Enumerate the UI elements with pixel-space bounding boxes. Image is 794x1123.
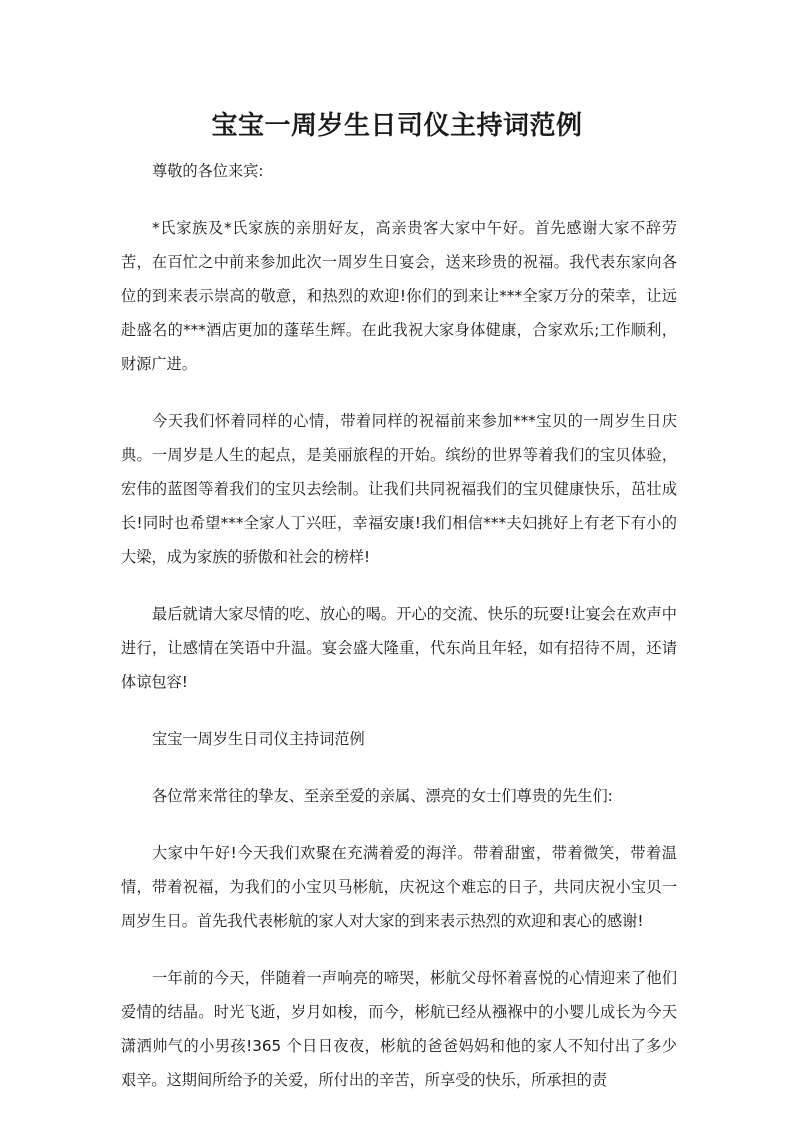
paragraph-closing: 最后就请大家尽情的吃、放心的喝。开心的交流、快乐的玩耍!让宴会在欢声中进行，让感情在笑语中升温。宴会盛大隆重，代东尚且年轻，如有招待不周，还请体谅包容! (121, 605, 677, 691)
document-title: 宝宝一周岁生日司仪主持词范例 (211, 111, 583, 141)
paragraph-year-ago: 一年前的今天，伴随着一声响亮的啼哭，彬航父母怀着喜悦的心情迎来了他们爱情的结晶。时光飞逝，岁月如梭，而今，彬航已经从襁褓中的小婴儿成长为今天潇洒帅气的小男孩!365 个日日夜夜，彬航的爸爸妈妈和他的家人不知付出了多少艰辛。这期间所给予的关爱，所付出的辛苦，所享受的快乐，所承担的责 (121, 969, 677, 1089)
paragraph-welcome: *氏家族及*氏家族的亲朋好友，高亲贵客大家中午好。首先感谢大家不辞劳苦，在百忙之中前来参加此次一周岁生日宴会，送来珍贵的祝福。我代表东家向各位的到来表示崇高的敬意，和热烈的欢迎!你们的到来让***全家万分的荣幸，让远赴盛名的***酒店更加的蓬荜生辉。在此我祝大家身体健康，合家欢乐;工作顺利，财源广进。 (121, 219, 677, 373)
paragraph-salutation: 尊敬的各位来宾: (152, 162, 264, 180)
paragraph-second-salutation: 各位常来常往的挚友、至亲至爱的亲属、漂亮的女士们尊贵的先生们: (152, 787, 613, 805)
paragraph-second-heading: 宝宝一周岁生日司仪主持词范例 (152, 730, 365, 748)
paragraph-greeting: 大家中午好!今天我们欢聚在充满着爱的海洋。带着甜蜜，带着微笑，带着温情，带着祝福，为我们的小宝贝马彬航，庆祝这个难忘的日子，共同庆祝小宝贝一周岁生日。首先我代表彬航的家人对大家的到来表示热烈的欢迎和衷心的感谢! (121, 844, 677, 930)
document-body (121, 154, 677, 1120)
paragraph-celebration: 今天我们怀着同样的心情，带着同样的祝福前来参加***宝贝的一周岁生日庆典。一周岁是人生的起点，是美丽旅程的开始。缤纷的世界等着我们的宝贝体验，宏伟的蓝图等着我们的宝贝去绘制。让我们共同祝福我们的宝贝健康快乐，茁壮成长!同时也希望***全家人丁兴旺，幸福安康!我们相信***夫妇挑好上有老下有小的大梁，成为家族的骄傲和社会的榜样! (121, 412, 677, 566)
